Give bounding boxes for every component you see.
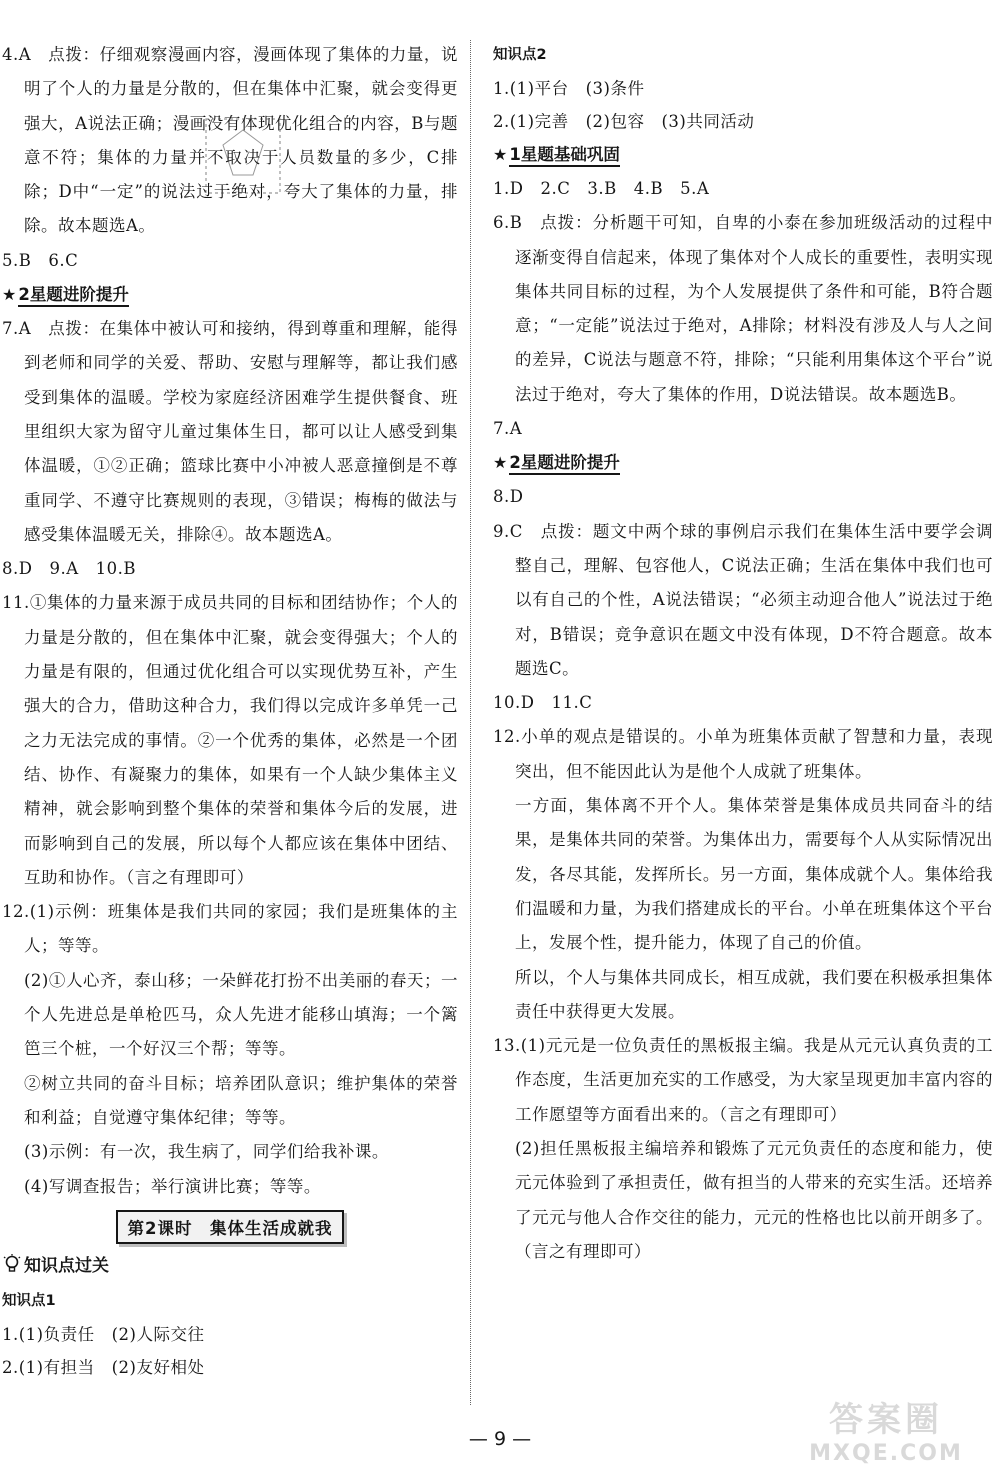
answer-q12a: 12.小单的观点是错误的。小单为班集体贡献了智慧和力量，表现突出，但不能因此认为是他个人成就了班集体。 — [493, 727, 993, 781]
knowledge-check-heading: 知识点过关 — [2, 1248, 458, 1284]
answer-q9: 9.C 点拨：题文中两个球的事例启示我们在集体生活中要学会调整自己，理解、包容他人，C说法正确；生活在集体中我们也可以有自己的个性，A说法错误；“必须主动迎合他人”说法过于绝对，B错误；竞争意识在题文中没有体现，D不符合题意。故本题选C。 — [493, 521, 993, 678]
column-divider — [470, 40, 471, 1405]
page-number: — 9 — — [468, 1428, 532, 1450]
answer-q12c: 所以，个人与集体共同成长，相互成就，我们要在积极承担集体责任中获得更大发展。 — [515, 967, 993, 1021]
knowledge-point-1-label: 知识点1 — [2, 1292, 56, 1309]
answer-q12-1: 12.(1)示例：班集体是我们共同的家园；我们是班集体的主人；等等。 — [2, 902, 458, 956]
kp1-answer-1: 1.(1)负责任 (2)人际交往 — [2, 1324, 205, 1344]
watermark-logo — [786, 1392, 986, 1470]
answer-q13-1: 13.(1)元元是一位负责任的黑板报主编。我是从元元认真负责的工作态度，生活更加充实的工作感受，为大家呈现更加丰富内容的工作愿望等方面看出来的。（言之有理即可） — [493, 1036, 993, 1124]
stamp-graphic — [198, 115, 288, 225]
lightbulb-icon — [2, 1254, 22, 1274]
answer-q8: 8.D — [493, 487, 524, 507]
section-heading-1star: ★ 1星题基础巩固 — [493, 138, 993, 172]
answer-q12b: 一方面，集体离不开个人。集体荣誉是集体成员共同奋斗的结果，是集体共同的荣誉。为集体出力，需要每个人从实际情况出发，各尽其能，发挥所长。另一方面，集体成就个人。集体给我们温暖和力量，为我们搭建成长的平台。小单在班集体这个平台上，发展个性，提升能力，体现了自己的价值。 — [515, 796, 993, 953]
star-icon: ★ — [2, 285, 17, 305]
left-column — [2, 38, 458, 1384]
watermark-bottom-text: MXQE.COM — [809, 1441, 963, 1466]
answer-q8-10: 8.D 9.A 10.B — [2, 559, 136, 579]
quick-scan-stamp — [198, 115, 288, 225]
answer-q12-2b: ②树立共同的奋斗目标；培养团队意识；维护集体的荣誉和利益；自觉遵守集体纪律；等等。 — [24, 1073, 458, 1127]
answer-q7: 7.A — [493, 419, 523, 439]
lesson-title: 第2课时 集体生活成就我 — [116, 1210, 345, 1244]
kp2-answer-1: 1.(1)平台 (3)条件 — [493, 79, 645, 98]
answer-q11: 11.①集体的力量来源于成员共同的目标和团结协作；个人的力量是分散的，但在集体中汇聚，就会变得强大；个人的力量是有限的，但通过优化组合可以实现优势互补，产生强大的合力，借助这种合力，我们得以完成许多单凭一己之力无法完成的事情。②一个优秀的集体，必然是一个团结、协作、有凝聚力的集体，如果有一个人缺少集体主义精神，就会影响到整个集体的荣誉和集体今后的发展，进而影响到自己的发展，所以每个人都应该在集体中团结、互助和协作。（言之有理即可） — [2, 593, 458, 887]
lesson-title-box — [2, 1210, 458, 1244]
knowledge-point-2-label: 知识点2 — [493, 47, 547, 63]
answer-q12-3: (3)示例：有一次，我生病了，同学们给我补课。 — [24, 1142, 389, 1162]
right-column — [493, 38, 993, 1269]
answer-q5-6: 5.B 6.C — [2, 250, 79, 270]
star-icon: ★ — [493, 453, 508, 473]
answer-q4: 4.A 点拨：仔细观察漫画内容，漫画体现了集体的力量，说明了个人的力量是分散的，但在集体中汇聚，就会变得更强大，A说法正确；漫画没有体现优化组合的内容，B与题意不符；集体的力量并不取决于人员数量的多少，C排除；D中“一定”的说法过于绝对，夸大了集体的力量，排除。故本题选A。 — [2, 45, 458, 236]
answer-q7: 7.A 点拨：在集体中被认可和接纳，得到尊重和理解，能得到老师和同学的关爱、帮助、安慰与理解等，都让我们感受到集体的温暖。学校为家庭经济困难学生提供餐食、班里组织大家为留守儿童过集体生日，都可以让人感受到集体温暖，①②正确；篮球比赛中小冲被人恶意撞倒是不尊重同学、不遵守比赛规则的表现，③错误；梅梅的做法与感受集体温暖无关，排除④。故本题选A。 — [2, 319, 458, 544]
answer-q12-4: (4)写调查报告；举行演讲比赛；等等。 — [24, 1176, 321, 1196]
answer-q10-11: 10.D 11.C — [493, 693, 593, 713]
kp1-answer-2: 2.(1)有担当 (2)友好相处 — [2, 1357, 205, 1377]
answer-q6: 6.B 点拨：分析题干可知，自卑的小泰在参加班级活动的过程中逐渐变得自信起来，体现了集体对个人成长的重要性，表明实现集体共同目标的过程，为个人发展提供了条件和可能，B符合题意；“一定能”说法过于绝对，A排除；材料没有涉及人与人之间的差异，C说法与题意不符，排除；“只能利用集体这个平台”说法过于绝对，夸大了集体的作用，D说法错误。故本题选B。 — [493, 213, 993, 404]
kp2-answer-2: 2.(1)完善 (2)包容 (3)共同活动 — [493, 112, 755, 131]
star-icon: ★ — [493, 145, 508, 164]
answer-q1-5: 1.D 2.C 3.B 4.B 5.A — [493, 179, 710, 198]
answer-q13-2: (2)担任黑板报主编培养和锻炼了元元负责任的态度和能力，使元元体验到了承担责任，做有担当的人带来的充实生活。还培养了元元与他人合作交往的能力，元元的性格也比以前开朗多了。（言之有理即可） — [515, 1139, 993, 1261]
watermark-top-text: 答案圈 — [829, 1400, 943, 1440]
section-heading-2star: ★ 2星题进阶提升 — [493, 446, 993, 480]
answer-q12-2a: (2)①人心齐，泰山移；一朵鲜花打扮不出美丽的春天；一个人先进总是单枪匹马，众人先进才能移山填海；一个篱笆三个桩，一个好汉三个帮；等等。 — [24, 970, 458, 1059]
section-heading-2star: ★ 2星题进阶提升 — [2, 278, 458, 312]
